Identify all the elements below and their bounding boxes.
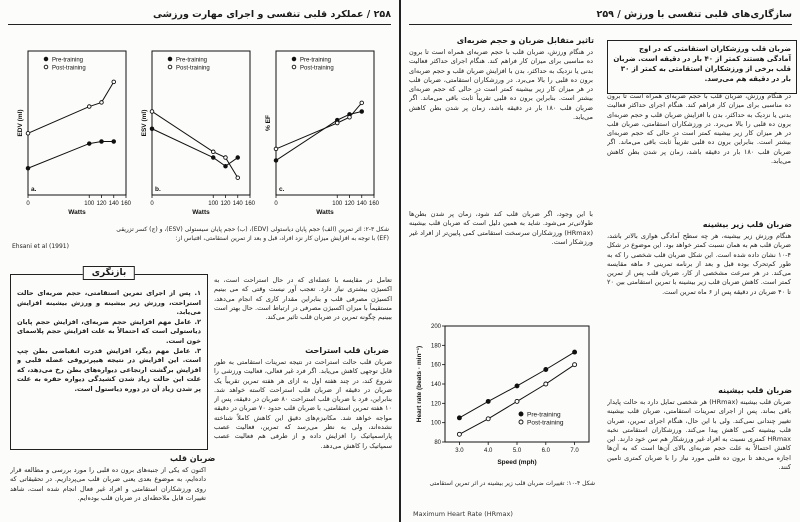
legend-label: Pre-training [176, 57, 208, 64]
chart-edv [12, 45, 132, 220]
data-point-pre [236, 156, 240, 160]
heading-heart-rate: ضربان قلب [170, 454, 216, 463]
right-body-text-3: هنگام ورزش زیر بیشینه، هر چه سطح آمادگی هوازی بالاتر باشد، ضربان قلب هم به همان نسبت کمتر خواهد بود. این موضوع در شکل ۴-۱۰ نشان داده شده است. این شکل ضربان قلب شخصی را که به طور کم‌تحرک بوده قبل و بعد از برنامه تمرینی ۶ ماهه مقایسه می‌کند. در هر سرعت مشخصی از کار، ضربان قلب پس از تمرین کمتر است. کاهش ضربان قلب زیر بیشینه با تمرین استقامتی بین ۲۰ تا ۴۰ ضربان در دقیقه پس از ۶ ماه تمرین است. [607, 232, 791, 296]
x-tick-label: 120 [220, 201, 231, 207]
figure-caption [12, 226, 389, 262]
x-tick-label: 140 [108, 201, 119, 207]
right-header-title: سازگاری‌های قلبی تنفسی با ورزش / ۲۵۹ [596, 9, 792, 20]
data-point-pre [486, 399, 490, 403]
y-axis-label: Heart rate (beats · min⁻¹) [416, 345, 423, 423]
data-point-post [150, 110, 154, 114]
y-tick-label: 140 [430, 382, 441, 388]
data-point-pre [87, 142, 91, 146]
data-point-pre [457, 416, 461, 420]
figure-caption-line1: شکل ۳-۲: اثر تمرین (الف) حجم پایان دیاستولی (EDV)، (ب) حجم پایان سیستولی (ESV)، و (ج) کسر تزریقی [116, 226, 389, 233]
data-point-pre [100, 140, 104, 144]
data-point-post [87, 105, 91, 109]
right-body-text-2: با این وجود، اگر ضربان قلب کند شود، زمان پر شدن بطن‌ها طولانی‌تر می‌شود. شاید به همین دلیل است که ضربان قلب بیشینه (HRmax) ورزشکاران سرسخت استقامتی کمی پایین‌تر از افراد غیر ورزشکار است. [409, 210, 593, 246]
heading-submaximal-heart-rate: ضربان قلب زیر بیشینه [702, 220, 792, 229]
data-point-pre [211, 156, 215, 160]
x-tick-label: 5.0 [512, 448, 522, 454]
review-sidebar [10, 268, 208, 450]
series-line-post [276, 103, 362, 149]
right-body-text-filler: در هنگام ورزش، ضربان قلب با حجم ضربه‌ای همراه است تا برون ده مناسبی برای میزان کار فراهم کند. هنگام اجرای حداکثر فعالیت بدنی یا نزدیک به حداکثر، بدن با افزایش ضربان قلب و حجم ضربه‌ای برون ده قلبی را بالا می‌برد. در ورزشکاران استقامتی، ضربان قلب در هر میزان کار زیر بیشینه کمتر است در حالی که حجم ضربه‌ای بیشتر است. بنابراین برون ده قلبی تقریباً ثابت باقی می‌ماند. اگر ضربان قلب ۱۸۰ بار در دقیقه باشد، زمان پر شدن بطن کاهش می‌یابد. [607, 92, 791, 166]
legend-marker [44, 57, 48, 61]
x-tick-label: 4.0 [484, 448, 493, 454]
review-sidebar-body [17, 289, 201, 445]
legend-marker [519, 420, 523, 424]
data-point-pre [544, 368, 548, 372]
heading-resting-heart-rate: ضربان قلب استراحت [305, 346, 389, 355]
data-point-post [236, 176, 240, 180]
figure-caption-line2: (EF) با توجه به افزایش میزان کار نزد افراد، قبل و بعد از تمرین استقامتی، اقتباس از: [175, 234, 389, 242]
y-axis-label: ESV (ml) [141, 109, 148, 137]
right-body-text-4: ضربان قلب بیشینه (HRmax) هر شخصی تمایل دارد به حالت پایدار باقی بماند. پس از اجرای تمرینات استقامتی، ضربان قلب بیشینه تغییر چندانی نمی‌کند. ولی با این حال، هنگام اجرای تمرین، ضربان قلب بیشینه کمی کاهش پیدا می‌کند. ورزشکاران استقامتی نخبه HRmax کمتری نسبت به افراد غیر ورزشکار هم سن خود دارند. این کاهش احتمالاً به علت حجم ضربه‌ای بالای آن‌ها است که به آن‌ها اجازه می‌دهد تا برون ده قلبی مورد نیاز را با ضربان کمتری تامین کنند. [607, 398, 791, 472]
data-point-post [457, 432, 461, 436]
panel-label: b. [155, 186, 161, 193]
highlight-box: ضربان قلب ورزشکاران استقامتی که در اوج آمادگی هستند کمتر از ۴۰ بار در دقیقه است. ضربان قلب برخی از ورزشکاران استقامتی به کمتر از ۳۰ بار در دقیقه هم می‌رسد. [607, 40, 797, 94]
left-page [0, 0, 399, 522]
data-point-pre [112, 140, 116, 144]
legend-marker [292, 65, 296, 69]
heading-maximal-heart-rate: ضربان قلب بیشینه [718, 386, 792, 395]
data-point-post [360, 101, 364, 105]
x-tick-label: 140 [356, 201, 367, 207]
series-line-post [28, 82, 114, 133]
x-tick-label: 160 [120, 201, 132, 207]
legend-label: Pre-training [300, 57, 332, 64]
left-body-text-2: ضربان قلب حالت استراحت در نتیجه تمرینات استقامتی به طور قابل توجهی کاهش می‌یابد. اگر فرد غیر فعالی، فعالیت ورزشی را شروع کند، در چند هفته اول به ازای هر هفته تمرین تقریباً یک ضربان در دقیقه از ضربان قلب استراحت کاسته خواهد شد. بنابراین، فرد با ضربان قلب استراحت ۸۰ ضربان در دقیقه، پس از ۱۰ هفته تمرین استقامتی، با ضربان قلب حدود ۷۰ ضربان در دقیقه مواجه خواهد شد. مکانیزم‌های دقیق این کاهش کاملاً شناخته نشده‌اند، ولی به نظر می‌رسد که تمرین، فعالیت عصب پاراسمپاتیک را افزایش داده و از طرفی هم فعالیت عصب سمپاتیک را کاهش می‌دهد. [214, 358, 392, 450]
left-body-text-3: اکنون که یکی از جنبه‌های برون ده قلبی را مورد بررسی و مطالعه قرار داده‌ایم، به موضوع بعدی یعنی ضربان قلب می‌پردازیم. در تحقیقاتی که روی ورزشکاران استقامتی و افراد غیر فعال انجام شده است، شاهد تغییرات قابل ملاحظه‌ای در ضربان قلب بوده‌ایم. [10, 466, 206, 502]
footnote: Maximum Heart Rate (HRmax) [413, 510, 513, 518]
x-tick-label: 7.0 [570, 448, 579, 454]
data-point-pre [573, 350, 577, 354]
left-page-header [8, 8, 391, 25]
left-body-text-1: تعامل در مقایسه با عضله‌ای که در حال استراحت است، به اکسیژن بیشتری نیاز دارد. تعجب آور نیست وقتی که می بینیم اکسیژن مصرفی قلب و بنابراین مقدار کاری که انجام می‌دهد، مستقیماً با میزان اکسیژن مصرفی در ارتباط است. حال بهتر است ببینیم چگونه تمرین در ضربان قلب تاثیر می‌کند. [214, 276, 392, 322]
x-axis-label: Speed (mph) [497, 459, 537, 466]
data-point-pre [150, 127, 154, 131]
legend-marker [168, 57, 172, 61]
chart-heart-rate [411, 318, 595, 476]
legend-marker [44, 65, 48, 69]
x-tick-label: 0 [26, 201, 30, 207]
review-item: ۱. پس از اجرای تمرین استقامتی، حجم ضربه‌ای حالت استراحت، ورزش زیر بیشینه و ورزش بیشینه افزایش می‌یابد. [17, 289, 201, 317]
legend-marker [292, 57, 296, 61]
data-point-post [26, 131, 30, 135]
left-header-title: ۲۵۸ / عملکرد قلبی تنفسی و اجرای مهارت ورزشی [153, 9, 391, 20]
data-point-post [211, 150, 215, 154]
heart-rate-figure-caption: شکل ۴-۱۰: تغییرات ضربان قلب زیر بیشینه در اثر تمرین استقامتی [429, 480, 595, 487]
x-tick-label: 0 [274, 201, 278, 207]
panel-label: a. [31, 186, 37, 193]
heading-rate-volume-interaction: تاثیر متقابل ضربان و حجم ضربه‌ای [456, 36, 594, 45]
data-point-post [224, 156, 228, 160]
legend-label: Pre-training [52, 57, 84, 64]
chart-esv [136, 45, 256, 220]
chart-ef [260, 45, 380, 220]
x-tick-label: 100 [208, 201, 219, 207]
y-tick-label: 180 [430, 343, 441, 350]
review-sidebar-title: بازنگری [83, 266, 135, 280]
x-tick-label: 140 [232, 201, 243, 207]
x-tick-label: 120 [344, 201, 355, 207]
legend-label: Post-training [300, 65, 334, 72]
y-tick-label: 120 [430, 401, 441, 408]
data-point-pre [26, 166, 30, 170]
legend-label: Pre-training [527, 411, 561, 419]
plot-frame [28, 51, 126, 195]
right-page-header [409, 8, 792, 25]
plot-frame [276, 51, 374, 195]
y-tick-label: 100 [430, 420, 441, 427]
x-axis-label: Watts [68, 209, 86, 216]
y-axis-label: EDV (ml) [17, 109, 24, 137]
legend-marker [168, 65, 172, 69]
data-point-post [515, 399, 519, 403]
x-tick-label: 100 [332, 201, 343, 207]
data-point-pre [360, 110, 364, 114]
y-tick-label: 200 [430, 324, 441, 330]
y-axis-label: % EF [265, 115, 272, 131]
review-item: ۳. عامل مهم دیگر، افزایش قدرت انقباضی بطن چپ است. این افزایش در نتیجه هیپرتروفی عضله قلبی و افزایش برگشت ارتجاعی دیواره‌های بطن رخ می‌دهد، که علت این حالت زیاد شدن کشیدگی دیواره حفره به علت پر شدن زیاد آن در دوره دیاستول است. [17, 346, 201, 393]
x-tick-label: 160 [244, 201, 256, 207]
series-line-pre [152, 129, 238, 166]
x-tick-label: 120 [96, 201, 107, 207]
data-point-post [100, 101, 104, 105]
x-tick-label: 100 [84, 201, 95, 207]
data-point-post [348, 115, 352, 119]
x-axis-label: Watts [192, 209, 210, 216]
data-point-post [274, 147, 278, 151]
x-axis-label: Watts [316, 209, 334, 216]
y-tick-label: 160 [430, 362, 441, 369]
data-point-pre [515, 384, 519, 388]
legend-marker [519, 412, 523, 416]
x-tick-label: 3.0 [455, 448, 464, 454]
legend-label: Post-training [176, 65, 210, 72]
data-point-post [544, 382, 548, 386]
data-point-post [573, 363, 577, 367]
legend-label: Post-training [52, 65, 86, 72]
right-page [401, 0, 800, 522]
series-line-pre [28, 142, 114, 169]
legend-label: Post-training [527, 419, 564, 427]
x-tick-label: 160 [368, 201, 380, 207]
panel-label: c. [279, 186, 285, 193]
data-point-post [486, 417, 490, 421]
x-tick-label: 0 [150, 201, 154, 207]
data-point-post [335, 121, 339, 125]
figure-caption-source: Ehsani et al (1991) [12, 243, 69, 250]
review-item: ۲. عامل مهم افزایش حجم ضربه‌ای، افزایش حجم پایان دیاستولی است که احتمالاً به علت افزایش حجم پلاسمای خون است. [17, 317, 201, 345]
data-point-pre [274, 159, 278, 163]
x-tick-label: 6.0 [541, 448, 550, 454]
right-body-text-1: در هنگام ورزش، ضربان قلب با حجم ضربه‌ای همراه است تا برون ده مناسبی برای میزان کار فراهم کند. هنگام اجرای حداکثر فعالیت بدنی یا نزدیک به حداکثر، بدن با افزایش ضربان قلب و حجم ضربه‌ای برون ده قلبی را بالا می‌برد. در ورزشکاران استقامتی، ضربان قلب در هر میزان کار زیر بیشینه کمتر است در حالی که حجم ضربه‌ای بیشتر است. بنابراین برون ده قلبی تقریباً ثابت باقی می‌ماند. اگر ضربان قلب ۱۸۰ بار در دقیقه باشد، زمان پر شدن بطن کاهش می‌یابد. [409, 48, 593, 122]
data-point-pre [224, 164, 228, 168]
data-point-post [112, 80, 116, 84]
y-tick-label: 80 [434, 440, 441, 446]
